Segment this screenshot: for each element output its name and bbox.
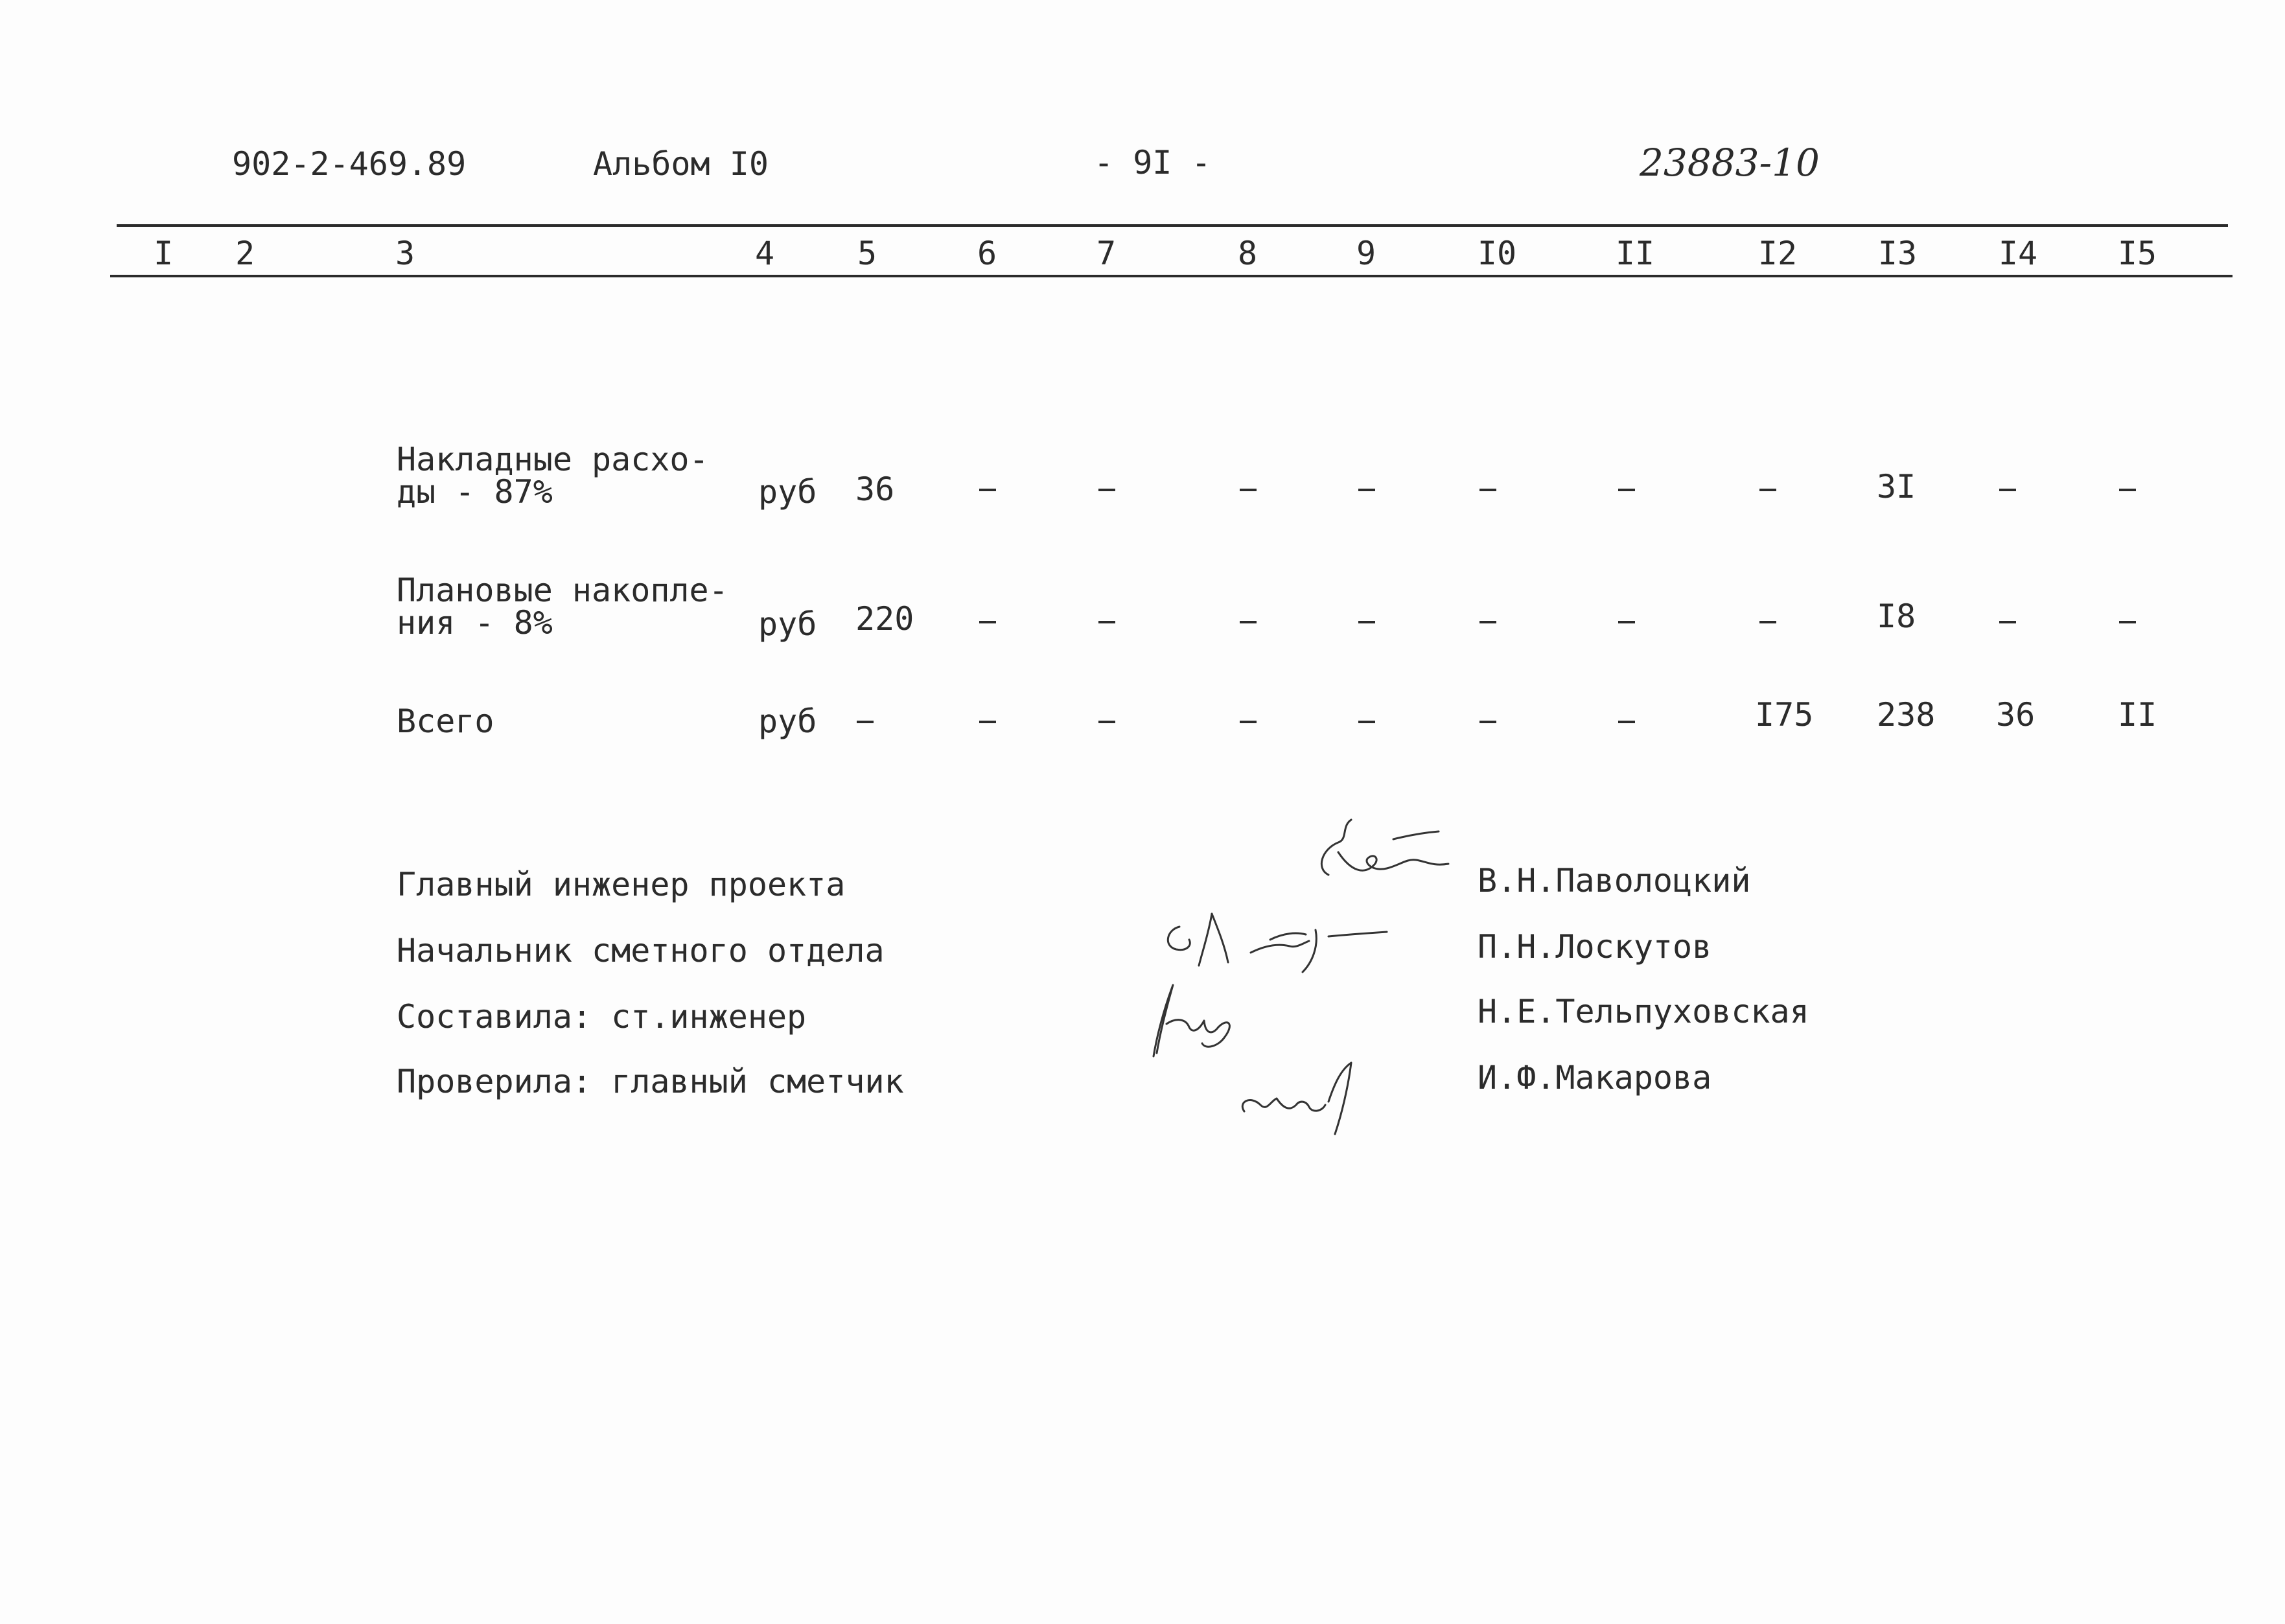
signer-name: Н.Е.Тельпуховская [1478, 993, 1809, 1030]
signer-name: И.Ф.Макарова [1478, 1059, 1712, 1096]
column-number: I2 [1757, 235, 1798, 272]
empty-cell-dash [1240, 721, 1257, 723]
signer-position: Проверила: главный сметчик [397, 1063, 904, 1100]
empty-cell-dash [1618, 489, 1635, 491]
signer-name: В.Н.Паволоцкий [1478, 862, 1751, 899]
empty-cell-dash [1759, 621, 1776, 623]
cell-value: 3I [1877, 468, 1916, 505]
table-top-rule [117, 224, 2228, 227]
empty-cell-dash [2119, 621, 2136, 623]
column-number: 2 [235, 235, 255, 272]
empty-cell-dash [1240, 621, 1257, 623]
album-label: Альбом I0 [593, 145, 769, 183]
handwritten-signature [1128, 972, 1257, 1063]
handwritten-signature [1303, 813, 1458, 891]
empty-cell-dash [857, 721, 874, 723]
empty-cell-dash [1240, 489, 1257, 491]
row-unit: руб [758, 473, 817, 511]
signer-position: Составила: ст.инженер [397, 998, 807, 1036]
empty-cell-dash [1098, 489, 1115, 491]
document-number: 23883-10 [1640, 141, 1820, 185]
empty-cell-dash [2119, 489, 2136, 491]
empty-cell-dash [1098, 621, 1115, 623]
row-name-line1: Всего [397, 702, 494, 740]
column-number: I0 [1477, 235, 1517, 272]
empty-cell-dash [1358, 489, 1375, 491]
column-number: I5 [2117, 235, 2157, 272]
cell-value: 36 [855, 470, 895, 508]
row-name-line2: ды - 87% [397, 473, 553, 511]
row-name-line1: Накладные расхо- [397, 441, 709, 478]
page-number: - 9I - [1094, 144, 1211, 181]
document-code: 902-2-469.89 [232, 145, 467, 183]
empty-cell-dash [1479, 721, 1496, 723]
empty-cell-dash [1358, 621, 1375, 623]
empty-cell-dash [1479, 489, 1496, 491]
handwritten-signature [1231, 1050, 1374, 1141]
column-number: I4 [1998, 235, 2038, 272]
signer-position: Главный инженер проекта [397, 866, 846, 903]
column-number: I3 [1877, 235, 1918, 272]
handwritten-signature [1154, 901, 1413, 979]
empty-cell-dash [979, 621, 996, 623]
column-number: 8 [1237, 235, 1258, 272]
row-name-line2: ния - 8% [397, 604, 553, 642]
cell-value: 36 [1996, 696, 2036, 734]
cell-value: I75 [1755, 696, 1814, 734]
cell-value: II [2118, 696, 2157, 734]
row-name-line1: Плановые накопле- [397, 572, 728, 609]
row-unit: руб [758, 605, 817, 643]
signer-name: П.Н.Лоскутов [1478, 928, 1712, 966]
cell-value: 220 [855, 600, 914, 638]
column-number: 5 [857, 235, 877, 272]
empty-cell-dash [1618, 621, 1635, 623]
signer-position: Начальник сметного отдела [397, 932, 885, 969]
column-number: 3 [395, 235, 415, 272]
column-number: I [153, 235, 174, 272]
column-number: 4 [754, 235, 775, 272]
empty-cell-dash [1098, 721, 1115, 723]
empty-cell-dash [1479, 621, 1496, 623]
table-bottom-rule [110, 275, 2233, 277]
empty-cell-dash [979, 489, 996, 491]
cell-value: 238 [1877, 696, 1936, 734]
column-number: II [1615, 235, 1655, 272]
empty-cell-dash [1759, 489, 1776, 491]
empty-cell-dash [1999, 489, 2016, 491]
empty-cell-dash [1358, 721, 1375, 723]
empty-cell-dash [979, 721, 996, 723]
empty-cell-dash [1999, 621, 2016, 623]
cell-value: I8 [1877, 597, 1916, 635]
column-number: 9 [1356, 235, 1376, 272]
empty-cell-dash [1618, 721, 1635, 723]
column-number: 7 [1096, 235, 1117, 272]
row-unit: руб [758, 702, 817, 740]
column-number: 6 [977, 235, 997, 272]
